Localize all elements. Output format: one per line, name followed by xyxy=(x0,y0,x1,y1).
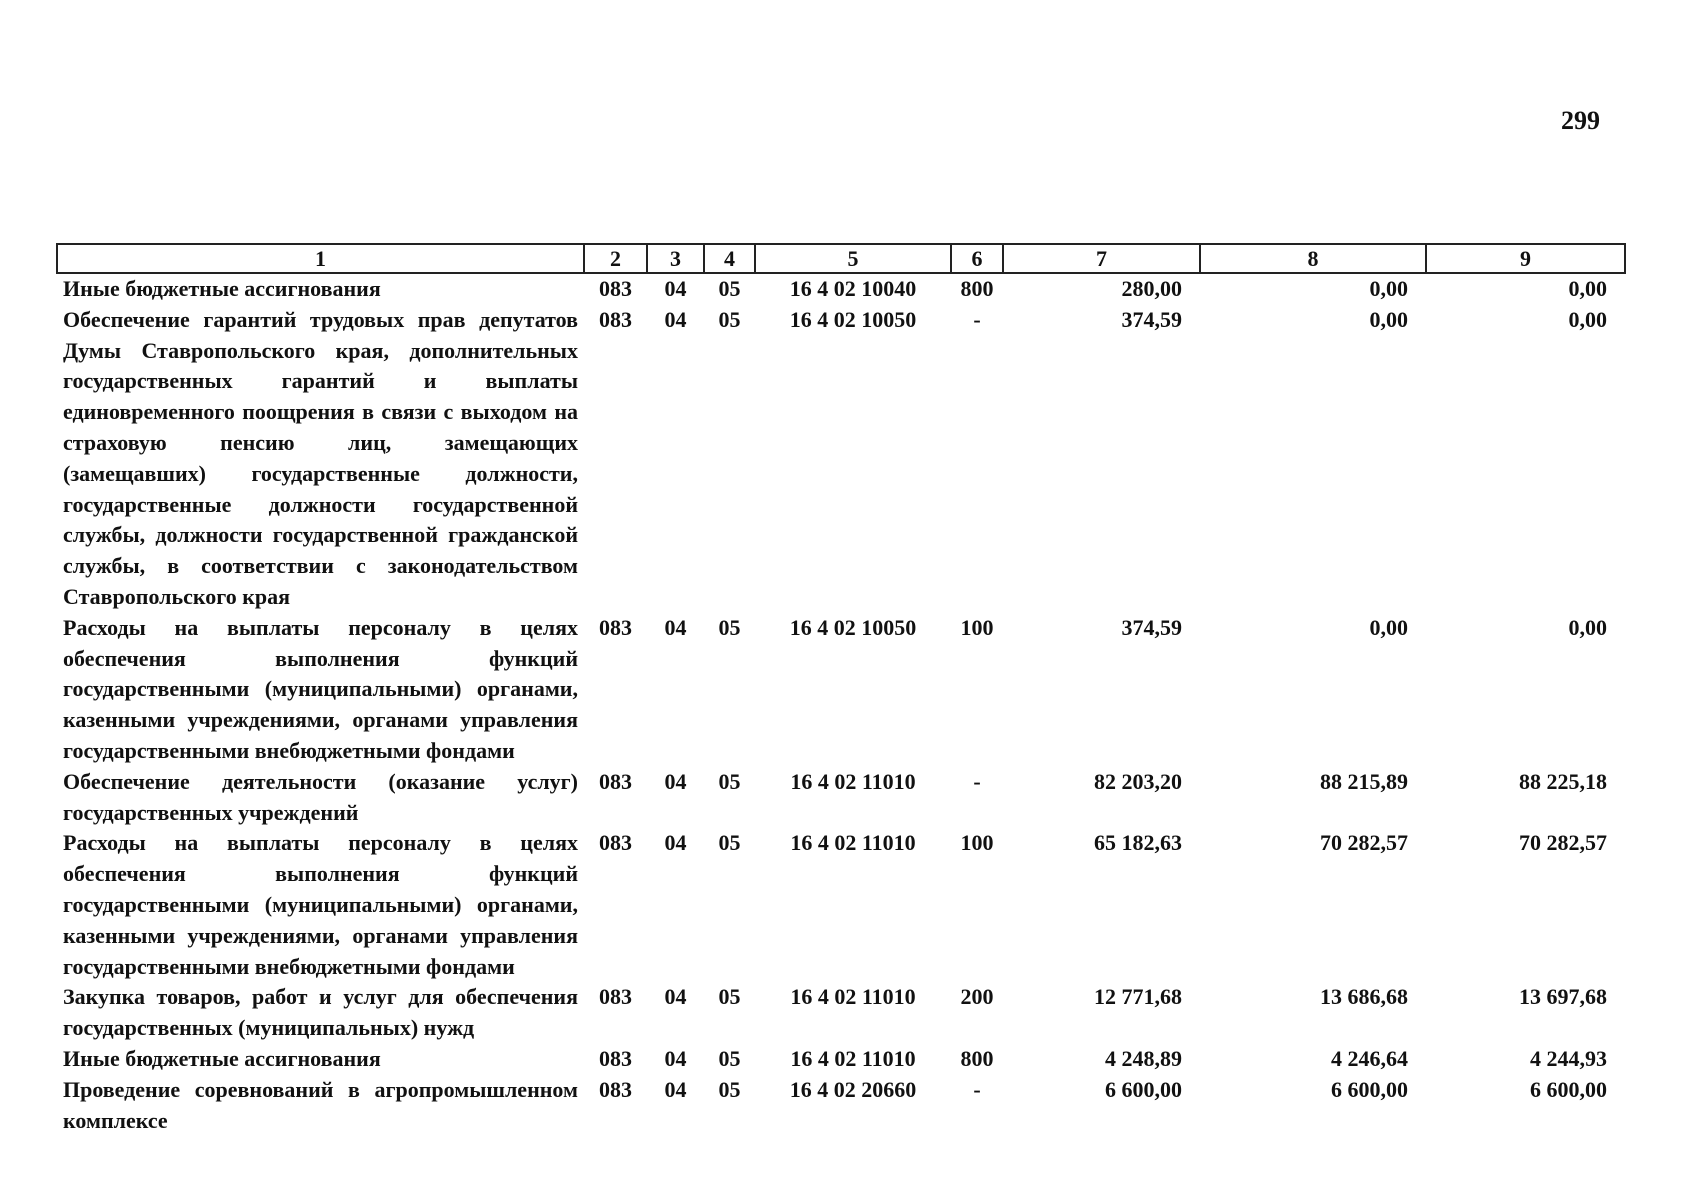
target-article-code: 16 4 02 11010 xyxy=(790,1045,916,1071)
expense-type-code: 200 xyxy=(960,984,994,1010)
expense-type-code: - xyxy=(973,1076,981,1102)
amount-col8: 13 686,68 xyxy=(1320,984,1408,1010)
row-description: Иные бюджетные ассигнования xyxy=(63,276,381,301)
section-code: 04 xyxy=(664,276,687,301)
column-header: 9 xyxy=(1426,244,1625,273)
ministry-code: 083 xyxy=(599,984,632,1010)
ministry-code: 083 xyxy=(599,830,632,856)
ministry-code: 083 xyxy=(599,306,632,332)
subsection-code: 05 xyxy=(718,276,741,301)
table-row xyxy=(57,613,1625,767)
amount-col8: 0,00 xyxy=(1369,306,1408,332)
expense-type-code: - xyxy=(973,306,981,332)
amount-col8: 70 282,57 xyxy=(1320,830,1408,856)
ministry-code: 083 xyxy=(599,276,632,301)
target-article-code: 16 4 02 10050 xyxy=(789,614,917,640)
amount-col8: 4 246,64 xyxy=(1331,1045,1408,1071)
row-description: Закупка товаров, работ и услуг для обеспечения государственных (муниципальных) нужд xyxy=(63,984,578,1041)
section-code: 04 xyxy=(664,306,687,332)
subsection-code: 05 xyxy=(718,1076,741,1102)
target-article-code: 16 4 02 11010 xyxy=(790,830,916,856)
subsection-code: 05 xyxy=(718,306,741,332)
row-description: Проведение соревнований в агропромышленном комплексе xyxy=(63,1076,578,1133)
row-description: Обеспечение гарантий трудовых прав депутатов Думы Ставропольского края, дополнительных государственных гарантий и выплаты единовременного поощрения в связи с выходом на страховую пенсию лиц, замещающих (замещавших) государственные должности, государственные должности государственной службы, должности государственной гражданской службы, в соответствии с законодательством Ставропольского края xyxy=(63,306,578,609)
column-header: 6 xyxy=(951,244,1003,273)
subsection-code: 05 xyxy=(718,768,741,794)
row-description: Иные бюджетные ассигнования xyxy=(63,1045,381,1071)
amount-col7: 374,59 xyxy=(1121,614,1182,640)
table-row xyxy=(57,1044,1625,1075)
subsection-code: 05 xyxy=(718,984,741,1010)
expense-type-code: 800 xyxy=(960,276,994,301)
table-row xyxy=(57,767,1625,829)
table-row xyxy=(57,828,1625,982)
amount-col7: 374,59 xyxy=(1121,306,1182,332)
table-row xyxy=(57,982,1625,1044)
amount-col9: 70 282,57 xyxy=(1519,830,1607,856)
subsection-code: 05 xyxy=(718,1045,741,1071)
row-description: Обеспечение деятельности (оказание услуг) государственных учреждений xyxy=(63,768,578,825)
ministry-code: 083 xyxy=(599,1076,632,1102)
column-header: 4 xyxy=(704,244,755,273)
section-code: 04 xyxy=(664,1076,687,1102)
amount-col9: 0,00 xyxy=(1568,276,1607,301)
expense-type-code: 800 xyxy=(960,1045,994,1071)
amount-col7: 280,00 xyxy=(1121,276,1182,301)
target-article-code: 16 4 02 20660 xyxy=(789,1076,917,1102)
amount-col9: 4 244,93 xyxy=(1530,1045,1607,1071)
table-row xyxy=(57,273,1625,305)
section-code: 04 xyxy=(664,984,687,1010)
target-article-code: 16 4 02 10050 xyxy=(789,306,917,332)
expense-type-code: 100 xyxy=(960,614,994,640)
ministry-code: 083 xyxy=(599,768,632,794)
amount-col8: 6 600,00 xyxy=(1331,1076,1408,1102)
amount-col9: 13 697,68 xyxy=(1519,984,1607,1010)
amount-col7: 6 600,00 xyxy=(1105,1076,1182,1102)
table-row xyxy=(57,305,1625,613)
row-description: Расходы на выплаты персоналу в целях обеспечения выполнения функций государственными (муниципальными) органами, казенными учреждениями, органами управления государственными внебюджетными фондами xyxy=(63,614,578,763)
target-article-code: 16 4 02 11010 xyxy=(790,768,916,794)
ministry-code: 083 xyxy=(599,614,632,640)
amount-col9: 0,00 xyxy=(1568,614,1607,640)
amount-col9: 6 600,00 xyxy=(1530,1076,1607,1102)
section-code: 04 xyxy=(664,830,687,856)
section-code: 04 xyxy=(664,1045,687,1071)
section-code: 04 xyxy=(664,768,687,794)
target-article-code: 16 4 02 10040 xyxy=(789,276,917,301)
ministry-code: 083 xyxy=(599,1045,632,1071)
amount-col7: 65 182,63 xyxy=(1094,830,1182,856)
subsection-code: 05 xyxy=(718,830,741,856)
amount-col9: 88 225,18 xyxy=(1519,768,1607,794)
column-header: 1 xyxy=(57,244,584,273)
column-header: 8 xyxy=(1200,244,1426,273)
column-header: 5 xyxy=(755,244,951,273)
expense-type-code: - xyxy=(973,768,981,794)
amount-col7: 4 248,89 xyxy=(1105,1045,1182,1071)
section-code: 04 xyxy=(664,614,687,640)
amount-col8: 88 215,89 xyxy=(1320,768,1408,794)
amount-col8: 0,00 xyxy=(1369,614,1408,640)
budget-table xyxy=(56,243,1626,1136)
amount-col7: 82 203,20 xyxy=(1094,768,1182,794)
page-number: 299 xyxy=(1561,106,1600,135)
amount-col9: 0,00 xyxy=(1568,306,1607,332)
column-header: 3 xyxy=(647,244,704,273)
target-article-code: 16 4 02 11010 xyxy=(790,984,916,1010)
column-header: 2 xyxy=(584,244,647,273)
amount-col8: 0,00 xyxy=(1369,276,1408,301)
expense-type-code: 100 xyxy=(960,830,994,856)
header-row xyxy=(57,244,1625,273)
subsection-code: 05 xyxy=(718,614,741,640)
column-header: 7 xyxy=(1003,244,1200,273)
table-row xyxy=(57,1075,1625,1137)
row-description: Расходы на выплаты персоналу в целях обеспечения выполнения функций государственными (муниципальными) органами, казенными учреждениями, органами управления государственными внебюджетными фондами xyxy=(63,830,578,979)
amount-col7: 12 771,68 xyxy=(1094,984,1182,1010)
